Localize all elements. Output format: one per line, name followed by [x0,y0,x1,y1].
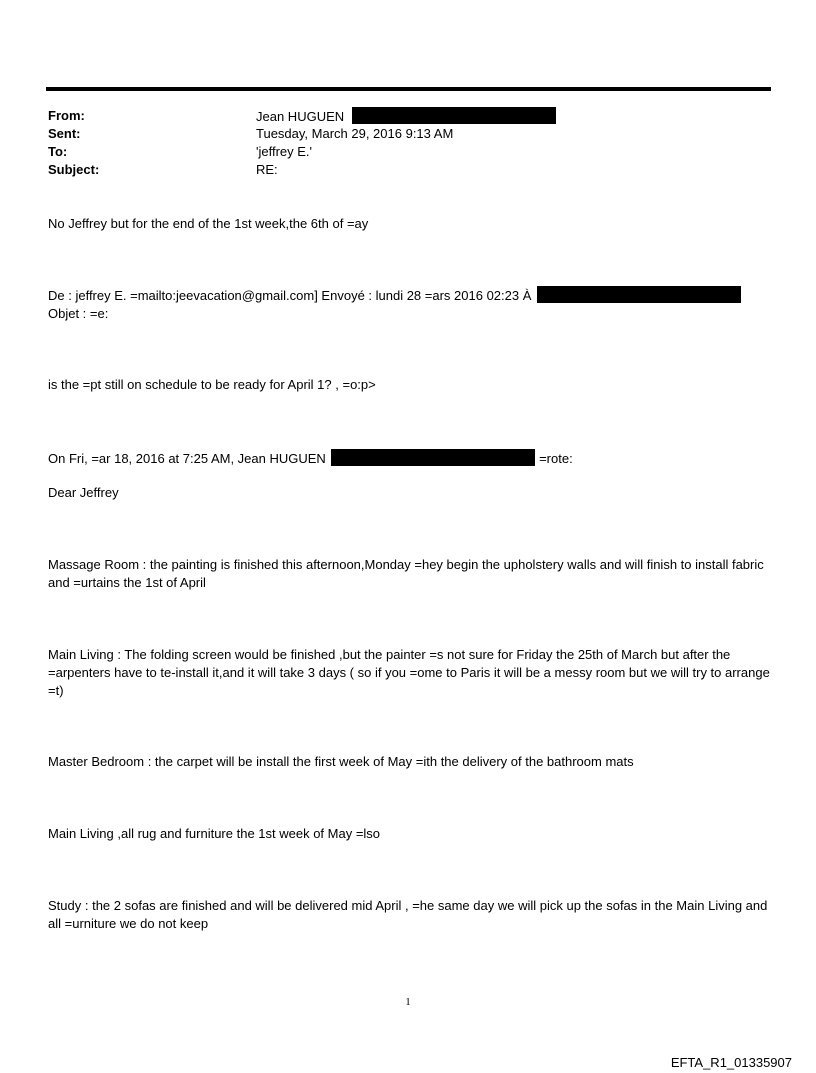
master-bedroom-paragraph: Master Bedroom : the carpet will be install the first week of May =ith the delivery of the bathroom mats [48,754,634,769]
massage-room-paragraph: Massage Room : the painting is finished this afternoon,Monday =hey begin the upholstery walls and will finish to install fabric and =urtains the 1st of April [48,557,764,590]
header-rule [46,87,771,91]
subject-value: RE: [256,162,278,177]
to-value: 'jeffrey E.' [256,144,313,159]
redaction-box [537,286,741,303]
quoted-header [48,286,770,323]
greeting-text: Dear Jeffrey [48,485,119,500]
to-label: To: [48,144,68,159]
quoted-header-line1: De : jeffrey E. =mailto:jeevacation@gmail.com] Envoyé : lundi 28 =ars 2016 02:23 À [48,288,532,303]
from-label: From: [48,108,85,123]
from-name: Jean HUGUEN [256,109,345,124]
reply-text: No Jeffrey but for the end of the 1st week,the 6th of =ay [48,216,369,231]
bates-number: EFTA_R1_01335907 [670,1055,792,1070]
study-paragraph: Study : the 2 sofas are finished and will be delivered mid April , =he same day we will pick up the sofas in the Main Living and all =urniture we do not keep [48,898,768,931]
from-value [256,107,556,126]
sent-label: Sent: [48,126,81,141]
on-date-line [48,449,770,468]
on-date-suffix: =rote: [539,451,573,466]
main-living-rug-paragraph: Main Living ,all rug and furniture the 1st week of May =lso [48,826,381,841]
page-number: 1 [405,996,411,1008]
question-text: is the =pt still on schedule to be ready for April 1? , =o:p> [48,377,376,392]
subject-label: Subject: [48,162,100,177]
redaction-box [331,449,535,466]
on-date-prefix: On Fri, =ar 18, 2016 at 7:25 AM, Jean HUGUEN [48,451,326,466]
redaction-box [352,107,556,124]
quoted-header-line2: Objet : =e: [48,306,109,321]
sent-value: Tuesday, March 29, 2016 9:13 AM [256,126,454,141]
main-living-paragraph: Main Living : The folding screen would be finished ,but the painter =s not sure for Friday the 25th of March but after the =arpenters have to te-install it,and it will take 3 days ( so if you =ome to Paris it will be a messy room but we will try to arrange =t) [48,647,770,698]
